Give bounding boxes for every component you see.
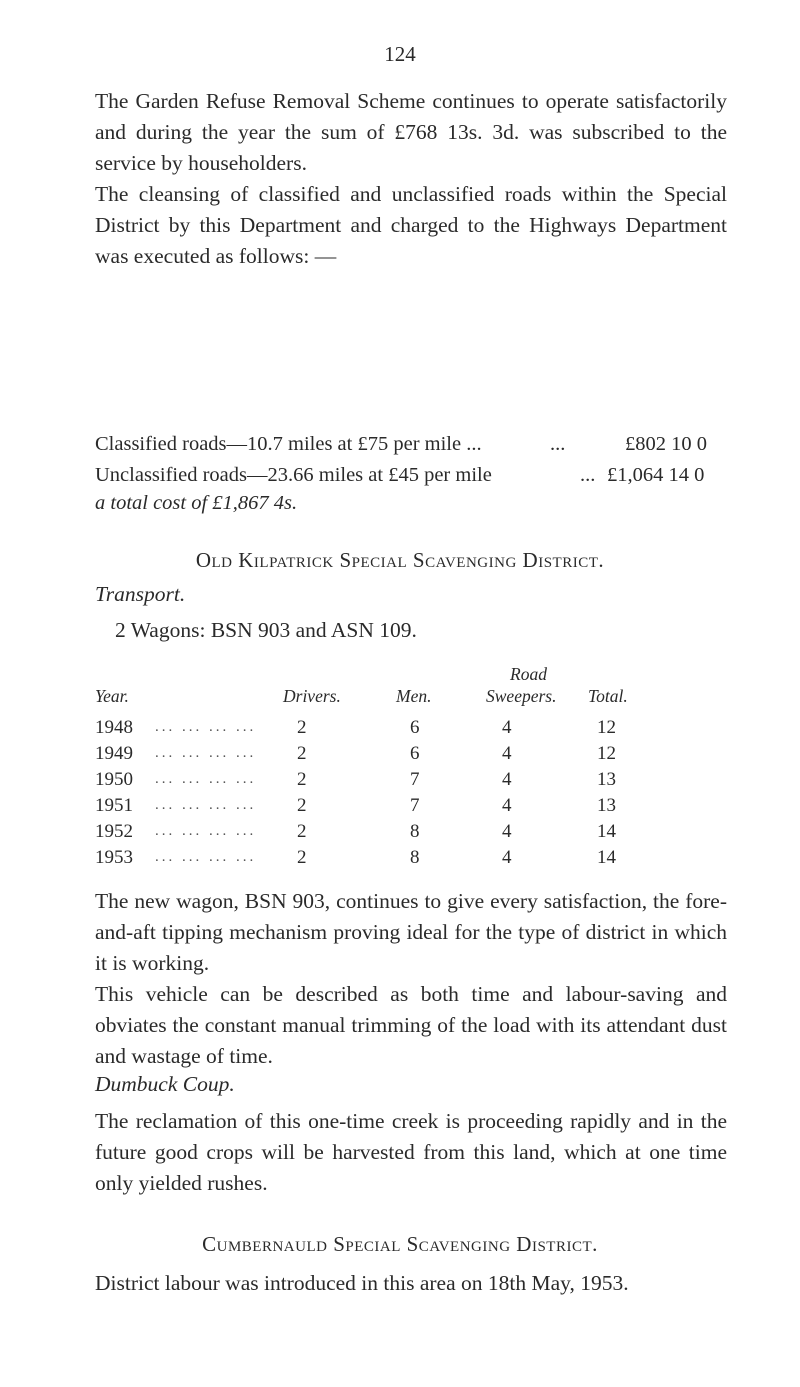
table-row <box>95 795 745 819</box>
cell-drivers: 2 <box>297 821 307 842</box>
roads-desc: Classified roads—10.7 miles at £75 per mile ... <box>95 433 482 455</box>
roads-leader: ... <box>550 433 566 455</box>
cell-sweepers: 4 <box>502 795 512 816</box>
cell-year: 1950 <box>95 769 133 790</box>
table-header-drivers: Drivers. <box>283 686 341 706</box>
cell-sweepers: 4 <box>502 769 512 790</box>
table-row <box>95 769 745 793</box>
cell-year: 1948 <box>95 717 133 738</box>
cell-drivers: 2 <box>297 769 307 790</box>
cell-men: 6 <box>410 743 420 764</box>
old-kilpatrick-heading: Old Kilpatrick Special Scavenging District. <box>195 548 605 572</box>
cell-drivers: 2 <box>297 743 307 764</box>
cell-year: 1952 <box>95 821 133 842</box>
cell-total: 12 <box>597 717 616 738</box>
cell-leader: ... ... ... ... <box>155 745 257 761</box>
roads-total-cost: a total cost of £1,867 4s. <box>95 492 298 514</box>
table-header-men: Men. <box>396 686 432 706</box>
paragraph-vehicle: This vehicle can be described as both time and labour-saving and obviates the constant manual trimming of the load with its attendant dust and wastage of time. <box>95 982 727 1068</box>
cell-year: 1949 <box>95 743 133 764</box>
cell-drivers: 2 <box>297 847 307 868</box>
cell-men: 7 <box>410 769 420 790</box>
table-row <box>95 717 745 741</box>
cell-leader: ... ... ... ... <box>155 823 257 839</box>
wagons-line: 2 Wagons: BSN 903 and ASN 109. <box>115 618 417 642</box>
paragraph-dumbuck: The reclamation of this one-time creek is proceeding rapidly and in the future good crops will be harvested from this land, which at one time only yielded rushes. <box>95 1109 727 1195</box>
transport-heading: Transport. <box>95 582 186 606</box>
roads-row-classified <box>95 429 727 459</box>
intro-paragraph-refuse: The Garden Refuse Removal Scheme continues to operate satisfactorily and during the year the sum of £768 13s. 3d. was subscribed to the service by householders. <box>95 89 727 175</box>
dumbuck-heading: Dumbuck Coup. <box>95 1072 235 1096</box>
cell-drivers: 2 <box>297 795 307 816</box>
paragraph-new-wagon: The new wagon, BSN 903, continues to give every satisfaction, the fore-and-aft tipping mechanism proving ideal for the type of district in which it is working. <box>95 889 727 975</box>
cell-men: 8 <box>410 821 420 842</box>
cell-total: 13 <box>597 769 616 790</box>
cell-total: 13 <box>597 795 616 816</box>
table-row <box>95 743 745 767</box>
intro-paragraph-roads: The cleansing of classified and unclassified roads within the Special District by this Department and charged to the Highways Department was executed as follows: — <box>95 182 727 268</box>
table-row <box>95 847 745 871</box>
cell-sweepers: 4 <box>502 717 512 738</box>
table-header-total: Total. <box>588 686 628 706</box>
table-header-sweepers: Sweepers. <box>486 686 557 706</box>
roads-amount: £1,064 14 0 <box>607 464 705 486</box>
cell-leader: ... ... ... ... <box>155 797 257 813</box>
table-header-year: Year. <box>95 686 129 706</box>
paragraph-cumbernauld: District labour was introduced in this area on 18th May, 1953. <box>95 1271 629 1295</box>
cell-men: 8 <box>410 847 420 868</box>
cell-men: 7 <box>410 795 420 816</box>
roads-amount: £802 10 0 <box>625 433 707 455</box>
table-header-road: Road <box>510 664 547 684</box>
roads-desc: Unclassified roads—23.66 miles at £45 per mile <box>95 464 492 486</box>
cell-year: 1951 <box>95 795 133 816</box>
cell-leader: ... ... ... ... <box>155 849 257 865</box>
page-number: 124 <box>384 42 416 66</box>
roads-leader: ... <box>580 464 596 486</box>
cell-men: 6 <box>410 717 420 738</box>
table-row <box>95 821 745 845</box>
cell-leader: ... ... ... ... <box>155 771 257 787</box>
cell-leader: ... ... ... ... <box>155 719 257 735</box>
cell-sweepers: 4 <box>502 821 512 842</box>
cell-drivers: 2 <box>297 717 307 738</box>
cumbernauld-heading: Cumbernauld Special Scavenging District. <box>202 1232 598 1256</box>
cell-year: 1953 <box>95 847 133 868</box>
cell-sweepers: 4 <box>502 743 512 764</box>
cell-sweepers: 4 <box>502 847 512 868</box>
cell-total: 14 <box>597 847 616 868</box>
cell-total: 12 <box>597 743 616 764</box>
cell-total: 14 <box>597 821 616 842</box>
roads-row-unclassified <box>95 460 727 490</box>
